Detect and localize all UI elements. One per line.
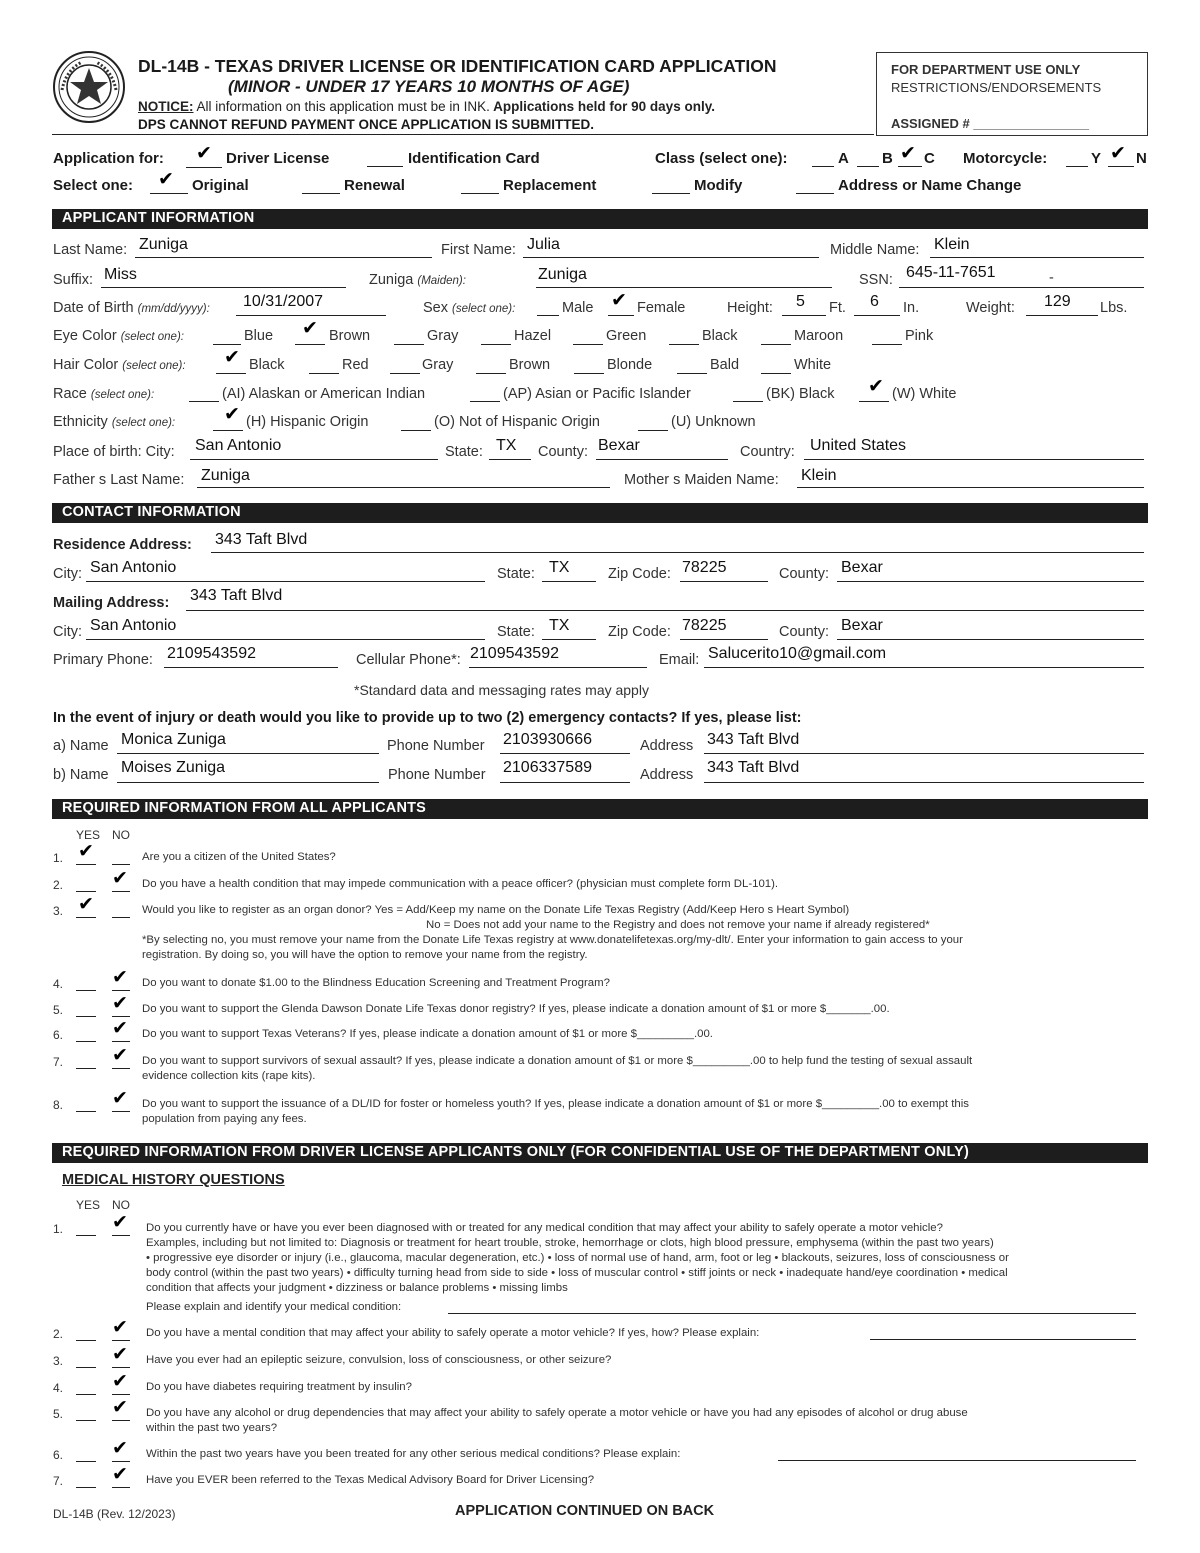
primary-phone-label: Primary Phone: (53, 652, 153, 668)
req-q3-no-text: No = Does not add your name to the Registry and does not remove your name if already registered* (426, 919, 930, 931)
mail-state-label: State: (497, 624, 535, 640)
med-q5-line2: within the past two years? (146, 1422, 278, 1434)
refund-notice: DPS CANNOT REFUND PAYMENT ONCE APPLICATION IS SUBMITTED. (138, 117, 595, 132)
race-w-label: (W) White (892, 386, 957, 402)
notice-label: NOTICE: (138, 99, 194, 114)
mother-label: Mother s Maiden Name: (624, 472, 779, 488)
dob-text: Date of Birth (53, 300, 134, 316)
ethnicity-h-checkbox[interactable]: ✔ (224, 403, 240, 425)
mail-zip-label: Zip Code: (608, 624, 671, 640)
maiden-hint: (Maiden): (417, 275, 466, 287)
req-q6-yes-checkbox[interactable] (76, 1041, 96, 1042)
class-c-label: C (924, 150, 935, 167)
req-q3-yes-checkbox[interactable]: ✔ (78, 893, 94, 915)
race-ap-checkbox[interactable] (470, 401, 500, 402)
class-c-checkbox[interactable]: ✔ (900, 142, 916, 164)
class-b-label: B (882, 150, 893, 167)
req-q6-num: 6. (53, 1028, 64, 1042)
yes-column-label: YES (76, 828, 101, 842)
req-q5-text: Do you want to support the Glenda Dawson Donate Life Texas donor registry? If yes, please indicate a donation amount of $1 or more $_______.00. (142, 1003, 890, 1015)
req-q5-no-checkbox[interactable]: ✔ (112, 992, 128, 1014)
hair-red-checkbox[interactable] (309, 373, 339, 374)
height-in-input[interactable]: 6 (870, 293, 879, 310)
class-b-checkbox[interactable] (857, 166, 879, 167)
dob-input[interactable]: 10/31/2007 (243, 293, 324, 310)
replacement-checkbox[interactable] (461, 193, 499, 194)
father-label: Father s Last Name: (53, 472, 185, 488)
med-q5-num: 5. (53, 1407, 64, 1421)
res-state-input[interactable]: TX (549, 559, 570, 576)
med-q1-line1: Do you currently have or have you ever been diagnosed with or treated for any medical condition that may affect your ability to safely operate a motor vehicle? (146, 1222, 943, 1234)
original-label: Original (192, 177, 249, 194)
req-q3-text: Would you like to register as an organ donor? Yes = Add/Keep my name on the Donate Life Texas Registry (Add/Keep Hero s Heart Symbol) (142, 904, 850, 916)
req-q4-no-checkbox[interactable]: ✔ (112, 966, 128, 988)
med-q1-line4: body control (within the past two years) • difficulty turning head from side to side • loss of muscular control • stiff joints or neck • inadequate hand/eye coordination • medical (146, 1267, 1008, 1279)
med-q7-no-checkbox[interactable]: ✔ (112, 1463, 128, 1485)
hair-bald-checkbox[interactable] (677, 373, 707, 374)
req-q4-yes-checkbox[interactable] (76, 990, 96, 991)
class-a-checkbox[interactable] (812, 166, 834, 167)
req-q8-num: 8. (53, 1098, 64, 1112)
female-label: Female (637, 300, 686, 316)
mailing-input[interactable]: 343 Taft Blvd (190, 587, 283, 604)
hair-hint: (select one): (122, 360, 186, 372)
pob-city-label: Place of birth: City: (53, 444, 175, 460)
driver-license-checkbox[interactable]: ✔ (196, 142, 212, 164)
hair-bald-label: Bald (710, 357, 740, 373)
req-q6-text: Do you want to support Texas Veterans? If yes, please indicate a donation amount of $1 or more $_________.00. (142, 1028, 713, 1040)
application-for-label: Application for: (53, 150, 164, 167)
race-ai-label: (AI) Alaskan or American Indian (222, 386, 426, 402)
eye-hazel-checkbox[interactable] (481, 344, 511, 345)
male-checkbox[interactable] (537, 315, 559, 316)
ethnicity-h-label: (H) Hispanic Origin (246, 414, 369, 430)
dept-assigned: ASSIGNED # ________________ (891, 116, 1090, 131)
motorcycle-label: Motorcycle: (963, 150, 1048, 167)
eye-hazel-label: Hazel (514, 328, 552, 344)
dob-hint: (mm/dd/yyyy): (137, 303, 210, 315)
eye-brown-label: Brown (329, 328, 371, 344)
suffix-label: Suffix: (53, 272, 94, 288)
med-q3-text: Have you ever had an epileptic seizure, convulsion, loss of consciousness, or other seizure? (146, 1354, 612, 1366)
mother-input[interactable]: Klein (801, 467, 837, 484)
med-q4-no-checkbox[interactable]: ✔ (112, 1370, 128, 1392)
dps-seal-logo (52, 50, 126, 124)
eye-text: Eye Color (53, 328, 117, 344)
med-q1-explain-input[interactable] (448, 1313, 1136, 1314)
req-q7-num: 7. (53, 1055, 64, 1069)
form-title: DL-14B - TEXAS DRIVER LICENSE OR IDENTIFICATION CARD APPLICATION (138, 56, 777, 76)
eye-pink-checkbox[interactable] (872, 344, 902, 345)
eye-blue-checkbox[interactable] (213, 344, 241, 345)
med-q1-no-checkbox[interactable]: ✔ (112, 1211, 128, 1233)
contact-a-address-input[interactable]: 343 Taft Blvd (707, 731, 800, 748)
med-q2-no-checkbox[interactable]: ✔ (112, 1316, 128, 1338)
med-q1-num: 1. (53, 1222, 64, 1236)
ssn-label: SSN: (859, 272, 893, 288)
med-q4-yes-checkbox[interactable] (76, 1394, 96, 1395)
medical-info-header: REQUIRED INFORMATION FROM DRIVER LICENSE APPLICANTS ONLY (FOR CONFIDENTIAL USE OF THE DEPARTMENT ONLY) (52, 1143, 1148, 1163)
res-zip-label: Zip Code: (608, 566, 671, 582)
ssn-dash: - (1049, 270, 1054, 286)
contact-b-address-label: Address (640, 767, 694, 783)
ethnicity-text: Ethnicity (53, 414, 108, 430)
pob-county-label: County: (538, 444, 588, 460)
weight-label: Weight: (966, 300, 1015, 316)
race-hint: (select one): (90, 389, 155, 401)
contact-a-phone-input[interactable]: 2103930666 (503, 731, 592, 748)
height-ft-input[interactable]: 5 (796, 293, 805, 310)
eye-gray-checkbox[interactable] (394, 344, 424, 345)
contact-b-name-label: b) Name (53, 767, 109, 783)
res-county-input[interactable]: Bexar (841, 559, 883, 576)
address-change-label: Address or Name Change (838, 177, 1022, 194)
motorcycle-y-label: Y (1091, 150, 1102, 167)
res-zip-input[interactable]: 78225 (682, 559, 727, 576)
med-q5-line1: Do you have any alcohol or drug dependencies that may affect your ability to safely operate a motor vehicle or have you had any episodes of alcohol or drug abuse (146, 1407, 968, 1419)
pob-country-label: Country: (740, 444, 795, 460)
hair-gray-checkbox[interactable] (390, 373, 420, 374)
renewal-label: Renewal (344, 177, 405, 194)
ethnicity-label (53, 414, 175, 430)
pob-state-label: State: (445, 444, 483, 460)
contact-b-phone-label: Phone Number (388, 767, 486, 783)
last-name-label: Last Name: (53, 242, 128, 258)
eye-color-label (53, 328, 184, 344)
id-card-label: Identification Card (408, 150, 540, 167)
ssn-input[interactable]: 645-11-7651 (906, 264, 996, 281)
med-q3-num: 3. (53, 1354, 64, 1368)
sex-label (423, 300, 515, 316)
race-bk-label: (BK) Black (766, 386, 835, 402)
notice-text: All information on this application must be in INK. (193, 99, 490, 114)
req-q2-text: Do you have a health condition that may impede communication with a peace officer? (physician must complete form DL-101). (142, 878, 779, 890)
select-one-label: Select one: (53, 177, 134, 194)
med-q7-num: 7. (53, 1474, 64, 1488)
hair-blonde-label: Blonde (607, 357, 653, 373)
mail-city-input[interactable]: San Antonio (90, 617, 177, 634)
eye-gray-label: Gray (427, 328, 459, 344)
med-q6-yes-checkbox[interactable] (76, 1461, 96, 1462)
continued-on-back: APPLICATION CONTINUED ON BACK (455, 1503, 715, 1519)
req-q7-text: Do you want to support survivors of sexual assault? If yes, please indicate a donation amount of $1 or more $_________.00 to help fund the testing of sexual assault (142, 1055, 973, 1067)
male-label: Male (562, 300, 594, 316)
race-ap-label: (AP) Asian or Pacific Islander (503, 386, 691, 402)
eye-hint: (select one): (120, 331, 184, 343)
req-q1-num: 1. (53, 851, 64, 865)
sex-text: Sex (423, 300, 448, 316)
contact-b-phone-input[interactable]: 2106337589 (503, 759, 592, 776)
hair-black-label: Black (249, 357, 285, 373)
eye-brown-checkbox[interactable]: ✔ (302, 317, 318, 339)
address-change-checkbox[interactable] (796, 193, 834, 194)
req-q8-no-checkbox[interactable]: ✔ (112, 1087, 128, 1109)
weight-input[interactable]: 129 (1044, 293, 1071, 310)
med-q2-text: Do you have a mental condition that may affect your ability to safely operate a motor vehicle? If yes, how? Please explain: (146, 1327, 760, 1339)
pob-country-input[interactable]: United States (810, 437, 907, 454)
res-city-input[interactable]: San Antonio (90, 559, 177, 576)
med-q6-no-checkbox[interactable]: ✔ (112, 1437, 128, 1459)
race-w-checkbox[interactable]: ✔ (868, 375, 884, 397)
id-card-checkbox[interactable] (367, 166, 403, 167)
req-q7-cont: evidence collection kits (rape kits). (142, 1070, 316, 1082)
pob-state-input[interactable]: TX (496, 437, 517, 454)
medical-history-title: MEDICAL HISTORY QUESTIONS (62, 1172, 285, 1188)
first-name-label: First Name: (441, 242, 516, 258)
contact-b-address-input[interactable]: 343 Taft Blvd (707, 759, 800, 776)
eye-blue-label: Blue (244, 328, 274, 344)
required-info-header: REQUIRED INFORMATION FROM ALL APPLICANTS (52, 799, 1148, 819)
middle-name-label: Middle Name: (830, 242, 920, 258)
req-q2-yes-checkbox[interactable] (76, 891, 96, 892)
mailing-label: Mailing Address: (53, 595, 170, 611)
req-q8-text: Do you want to support the issuance of a DL/ID for foster or homeless youth? If yes, please indicate a donation amount of $1 or more $_________.00 to exempt this (142, 1098, 969, 1110)
req-q7-yes-checkbox[interactable] (76, 1068, 96, 1069)
dept-use-title: FOR DEPARTMENT USE ONLY (891, 62, 1081, 77)
rates-note: *Standard data and messaging rates may apply (354, 682, 649, 698)
original-checkbox[interactable]: ✔ (158, 168, 174, 190)
pob-county-input[interactable]: Bexar (598, 437, 640, 454)
res-county-label: County: (779, 566, 829, 582)
cell-phone-label: Cellular Phone*: (356, 652, 461, 668)
contact-a-name-label: a) Name (53, 738, 109, 754)
class-a-label: A (838, 150, 849, 167)
contact-a-phone-label: Phone Number (387, 738, 485, 754)
contact-a-name-input[interactable]: Monica Zuniga (121, 731, 226, 748)
med-q1-yes-checkbox[interactable] (76, 1235, 96, 1236)
notice-line (138, 99, 715, 114)
eye-black-checkbox[interactable] (669, 344, 699, 345)
hair-red-label: Red (342, 357, 369, 373)
med-q7-text: Have you EVER been referred to the Texas Medical Advisory Board for Driver Licensing? (146, 1474, 595, 1486)
hair-brown-label: Brown (509, 357, 551, 373)
applicant-info-header: APPLICANT INFORMATION (52, 209, 1148, 229)
father-input[interactable]: Zuniga (201, 467, 250, 484)
no-column-label: NO (112, 828, 130, 842)
med-q6-explain-input[interactable] (778, 1460, 1136, 1461)
driver-license-label: Driver License (226, 150, 330, 167)
hair-blonde-checkbox[interactable] (574, 373, 604, 374)
birth-surname-label (369, 272, 466, 288)
med-q5-yes-checkbox[interactable] (76, 1420, 96, 1421)
eye-pink-label: Pink (905, 328, 934, 344)
med-no-column-label: NO (112, 1198, 130, 1212)
suffix-input[interactable]: Miss (104, 266, 137, 283)
req-q5-yes-checkbox[interactable] (76, 1016, 96, 1017)
med-q6-num: 6. (53, 1448, 64, 1462)
req-q1-text: Are you a citizen of the United States? (142, 851, 336, 863)
form-subtitle: (MINOR - UNDER 17 YEARS 10 MONTHS OF AGE) (228, 77, 630, 96)
dept-restrictions: RESTRICTIONS/ENDORSEMENTS (891, 80, 1102, 95)
eye-maroon-label: Maroon (794, 328, 844, 344)
race-text: Race (53, 386, 87, 402)
residence-input[interactable]: 343 Taft Blvd (215, 531, 308, 548)
renewal-checkbox[interactable] (302, 193, 340, 194)
ethnicity-u-label: (U) Unknown (671, 414, 756, 430)
req-q4-text: Do you want to donate $1.00 to the Blindness Education Screening and Treatment Program? (142, 977, 610, 989)
primary-phone-input[interactable]: 2109543592 (167, 645, 256, 662)
med-q7-yes-checkbox[interactable] (76, 1487, 96, 1488)
motorcycle-n-checkbox[interactable]: ✔ (1110, 142, 1126, 164)
med-q5-no-checkbox[interactable]: ✔ (112, 1396, 128, 1418)
eye-black-label: Black (702, 328, 738, 344)
pob-city-input[interactable]: San Antonio (195, 437, 282, 454)
eye-maroon-checkbox[interactable] (761, 344, 791, 345)
motorcycle-y-checkbox[interactable] (1066, 166, 1088, 167)
med-q4-num: 4. (53, 1381, 64, 1395)
res-state-label: State: (497, 566, 535, 582)
med-q6-text: Within the past two years have you been treated for any other serious medical conditions? Please explain: (146, 1448, 681, 1460)
race-bk-checkbox[interactable] (733, 401, 763, 402)
req-q8-yes-checkbox[interactable] (76, 1111, 96, 1112)
req-q4-num: 4. (53, 977, 64, 991)
motorcycle-n-label: N (1136, 150, 1147, 167)
med-q1-line5: condition that affects your judgment • dizziness or balance problems • missing limbs (146, 1282, 568, 1294)
race-ai-checkbox[interactable] (189, 401, 219, 402)
med-q3-no-checkbox[interactable]: ✔ (112, 1343, 128, 1365)
hair-black-checkbox[interactable]: ✔ (224, 346, 240, 368)
req-q6-no-checkbox[interactable]: ✔ (112, 1017, 128, 1039)
med-q2-explain-input[interactable] (870, 1339, 1136, 1340)
req-q7-no-checkbox[interactable]: ✔ (112, 1044, 128, 1066)
req-q1-no-checkbox[interactable] (112, 864, 130, 865)
hair-gray-label: Gray (422, 357, 454, 373)
birth-surname-input[interactable]: Zuniga (538, 266, 587, 283)
cell-phone-input[interactable]: 2109543592 (470, 645, 559, 662)
residence-label: Residence Address: (53, 537, 192, 553)
ethnicity-u-checkbox[interactable] (638, 430, 668, 431)
email-label: Email: (659, 652, 700, 668)
med-q1-line2: Examples, including but not limited to: Diagnosis or treatment for heart trouble, stroke, hemorrhage or clots, high blood pressure, emphysema (within the past two years) (146, 1237, 994, 1249)
notice-bold: Applications held for 90 days only. (489, 99, 715, 114)
req-q2-num: 2. (53, 878, 64, 892)
mail-state-input[interactable]: TX (549, 617, 570, 634)
height-label: Height: (727, 300, 773, 316)
in-label: In. (903, 300, 920, 316)
dob-label (53, 300, 210, 316)
modify-label: Modify (694, 177, 743, 194)
req-q5-num: 5. (53, 1003, 64, 1017)
first-name-input[interactable]: Julia (527, 236, 560, 253)
hair-color-label (53, 357, 186, 373)
birth-surname-text: Zuniga (369, 272, 414, 288)
emergency-question: In the event of injury or death would you like to provide up to two (2) emergency contacts? If yes, please list: (53, 710, 802, 726)
mail-zip-input[interactable]: 78225 (682, 617, 727, 634)
contact-a-address-label: Address (640, 738, 694, 754)
ethnicity-o-label: (O) Not of Hispanic Origin (434, 414, 600, 430)
med-q3-yes-checkbox[interactable] (76, 1367, 96, 1368)
med-q2-num: 2. (53, 1327, 64, 1341)
mail-county-input[interactable]: Bexar (841, 617, 883, 634)
email-input[interactable]: Salucerito10@gmail.com (708, 645, 887, 662)
last-name-input[interactable]: Zuniga (139, 236, 188, 253)
med-yes-column-label: YES (76, 1198, 101, 1212)
res-city-label: City: (53, 566, 82, 582)
hair-text: Hair Color (53, 357, 119, 373)
med-q2-yes-checkbox[interactable] (76, 1340, 96, 1341)
replacement-label: Replacement (503, 177, 597, 194)
req-q3-no-checkbox[interactable] (112, 917, 130, 918)
female-checkbox[interactable]: ✔ (611, 289, 627, 311)
med-q4-text: Do you have diabetes requiring treatment by insulin? (146, 1381, 412, 1393)
eye-green-label: Green (606, 328, 647, 344)
race-label (53, 386, 154, 402)
contact-b-name-input[interactable]: Moises Zuniga (121, 759, 226, 776)
ethnicity-hint: (select one): (111, 417, 176, 429)
middle-name-input[interactable]: Klein (934, 236, 970, 253)
med-q1-line3: • progressive eye disorder or injury (i.e., glaucoma, macular degeneration, etc.) • loss of normal use of hand, arm, foot or leg • blackouts, seizures, loss of consciousness or (146, 1252, 1009, 1264)
req-q3-note-1: *By selecting no, you must remove your name from the Donate Life Texas registry at www.donatelifetexas.org/my-dlt/. Enter your information to gain access to your (142, 934, 963, 946)
req-q8-cont: population from paying any fees. (142, 1113, 307, 1125)
mail-county-label: County: (779, 624, 829, 640)
lbs-label: Lbs. (1100, 300, 1128, 316)
form-revision: DL-14B (Rev. 12/2023) (53, 1507, 176, 1521)
hair-brown-checkbox[interactable] (476, 373, 506, 374)
class-label: Class (select one): (655, 150, 788, 167)
modify-checkbox[interactable] (652, 193, 690, 194)
sex-hint: (select one): (452, 303, 516, 315)
req-q3-note-2: registration. By doing so, you will have the option to remove your name from the registry. (142, 949, 588, 961)
ethnicity-o-checkbox[interactable] (401, 430, 431, 431)
eye-green-checkbox[interactable] (573, 344, 603, 345)
med-q1-explain-label: Please explain and identify your medical condition: (146, 1301, 402, 1313)
ft-label: Ft. (829, 300, 846, 316)
hair-white-label: White (794, 357, 832, 373)
mail-city-label: City: (53, 624, 82, 640)
req-q1-yes-checkbox[interactable]: ✔ (78, 840, 94, 862)
contact-info-header: CONTACT INFORMATION (52, 503, 1148, 523)
hair-white-checkbox[interactable] (761, 373, 791, 374)
req-q2-no-checkbox[interactable]: ✔ (112, 867, 128, 889)
req-q3-num: 3. (53, 904, 64, 918)
